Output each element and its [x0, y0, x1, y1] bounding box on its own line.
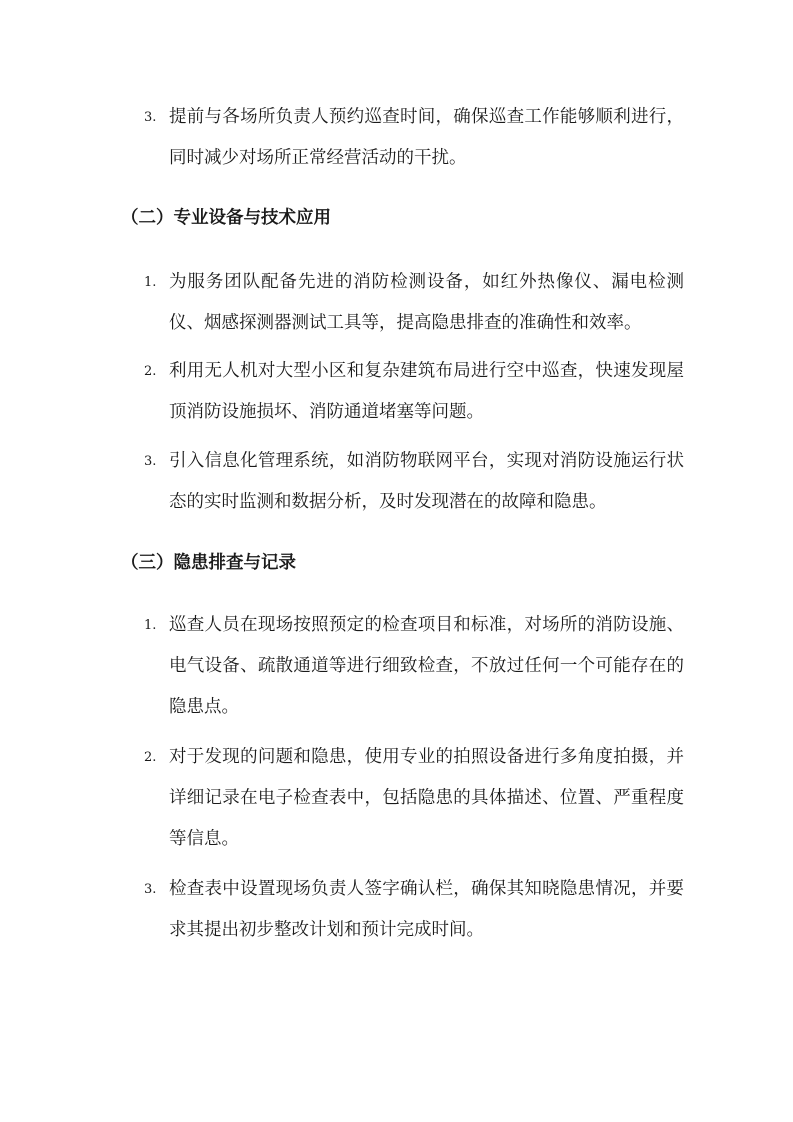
list-item	[144, 605, 684, 728]
list-text: 巡查人员在现场按照预定的检查项目和标准，对场所的消防设施、电气设备、疏散通道等进行细致检查，不放过任何一个可能存在的隐患点。	[169, 615, 684, 717]
list-text: 为服务团队配备先进的消防检测设备，如红外热像仪、漏电检测仪、烟感探测器测试工具等，提高隐患排查的准确性和效率。	[169, 272, 684, 333]
list-item	[144, 441, 684, 523]
section-heading: （三）隐患排查与记录	[121, 553, 296, 573]
list-item	[144, 97, 684, 179]
list-text: 引入信息化管理系统，如消防物联网平台，实现对消防设施运行状态的实时监测和数据分析，及时发现潜在的故障和隐患。	[169, 451, 684, 512]
list-text: 检查表中设置现场负责人签字确认栏，确保其知晓隐患情况，并要求其提出初步整改计划和预计完成时间。	[169, 879, 684, 940]
list-number: 3.	[144, 110, 157, 125]
list-text: 提前与各场所负责人预约巡查时间，确保巡查工作能够顺利进行，同时减少对场所正常经营活动的干扰。	[169, 107, 684, 168]
list-text: 对于发现的问题和隐患，使用专业的拍照设备进行多角度拍摄，并详细记录在电子检查表中，包括隐患的具体描述、位置、严重程度等信息。	[169, 747, 684, 849]
list-text: 利用无人机对大型小区和复杂建筑布局进行空中巡查，快速发现屋顶消防设施损坏、消防通道堵塞等问题。	[169, 361, 684, 422]
list-item	[144, 737, 684, 860]
section-heading: （二）专业设备与技术应用	[121, 208, 331, 228]
list-number: 3.	[144, 882, 157, 897]
list-item	[144, 351, 684, 433]
list-item	[144, 869, 684, 951]
list-number: 1.	[144, 275, 157, 290]
list-item	[144, 262, 684, 344]
list-number: 3.	[144, 454, 157, 469]
list-number: 2.	[144, 750, 157, 765]
list-number: 1.	[144, 618, 157, 633]
list-number: 2.	[144, 364, 157, 379]
